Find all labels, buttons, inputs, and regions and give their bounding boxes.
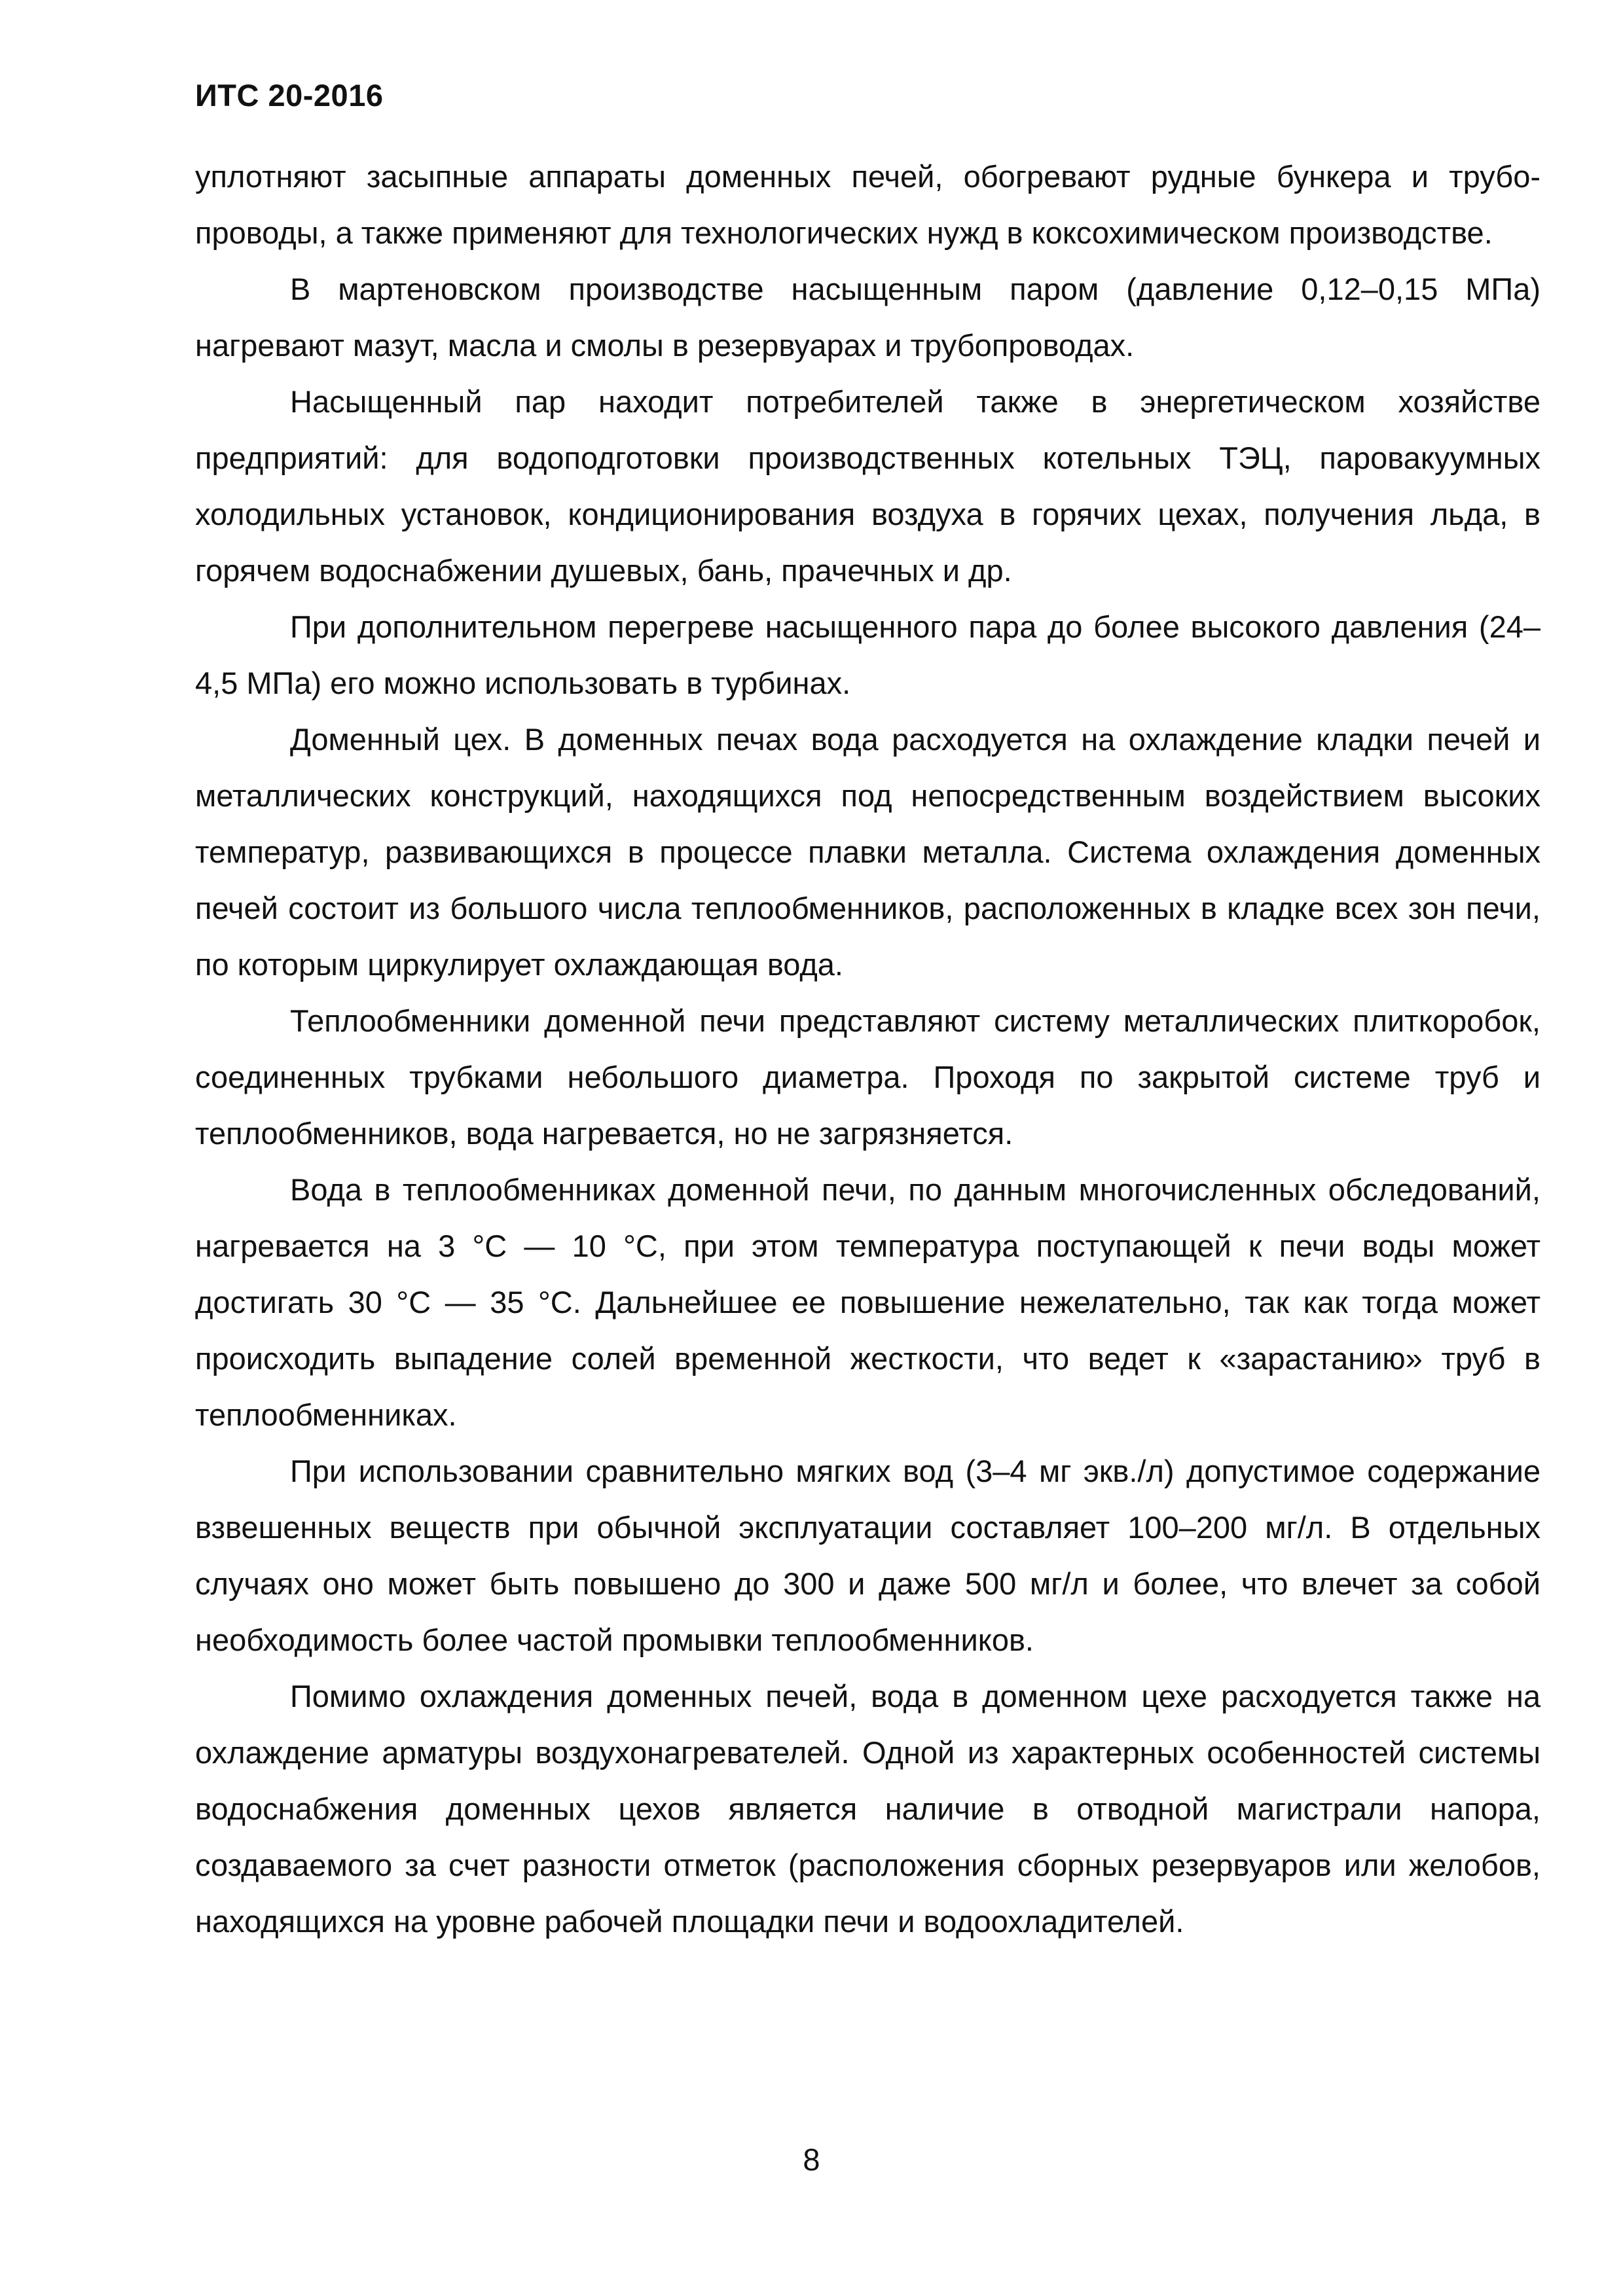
paragraph-continuation: уплотняют засыпные аппараты доменных печей, обогревают рудные бункера и трубопроводы, а также применяют для технологических нужд в коксохимическом производстве. — [195, 159, 1541, 250]
document-body — [195, 149, 1541, 1950]
page-number: 8 — [803, 2142, 820, 2177]
paragraph-heat-exchangers: Теплообменники доменной печи представляют систему металлических плиткоробок, соединенных трубками небольшого диаметра. Проходя по закрытой системе труб и теплообменников, вода нагревается, но не загрязняется. — [195, 1003, 1541, 1151]
paragraph-soft-water: При использовании сравнительно мягких вод (3–4 мг экв./л) допустимое содержание взвешенных веществ при обычной эксплуатации составляет 100–200 мг/л. В отдельных случаях оно может быть повышено до 300 и даже 500 мг/л и более, что влечет за собой необходимость более частой промывки теплообменников. — [195, 1454, 1541, 1657]
paragraph-water-temperature: Вода в теплообменниках доменной печи, по данным многочисленных обследований, нагревается на 3 °С — 10 °С, при этом температура поступающей к печи воды может достигать 30 °С — 35 °С. Дальнейшее ее повышение нежелательно, так как тогда может происходить выпадение солей временной жесткости, что ведет к «зарастанию» труб в теплообменниках. — [195, 1172, 1541, 1432]
paragraph-air-heaters: Помимо охлаждения доменных печей, вода в доменном цехе расходуется также на охлаждение арматуры воздухонагревателей. Одной из характерных особенностей системы водоснабжения доменных цехов является наличие в отводной магистрали напора, создаваемого за счет разности отметок (расположения сборных резервуаров или желобов, находящихся на уровне рабочей площадки печи и водоохладителей. — [195, 1679, 1541, 1939]
paragraph-saturated-steam: Насыщенный пар находит потребителей также в энергетическом хозяйстве предприятий: для водоподготовки производственных котельных ТЭЦ, паровакуумных холодильных установок, кондиционирования воздуха в горячих цехах, получения льда, в горячем водоснабжении душевых, бань, прачечных и др. — [195, 384, 1541, 588]
paragraph-superheating: При дополнительном перегреве насыщенного пара до более высокого давления (24–4,5 МПа) его можно использовать в турбинах. — [195, 609, 1541, 700]
paragraph-open-hearth: В мартеновском производстве насыщенным паром (давление 0,12–0,15 МПа) нагревают мазут, масла и смолы в резервуарах и трубопроводах. — [195, 272, 1541, 363]
paragraph-blast-furnace-shop: Доменный цех. В доменных печах вода расходуется на охлаждение кладки печей и металлических конструкций, находящихся под непосредственным воздействием высоких температур, развивающихся в процессе плавки металла. Система охлаждения доменных печей состоит из большого числа теплообменников, расположенных в кладке всех зон печи, по которым циркулирует охлаждающая вода. — [195, 722, 1541, 982]
document-header: ИТС 20-2016 — [195, 78, 384, 113]
